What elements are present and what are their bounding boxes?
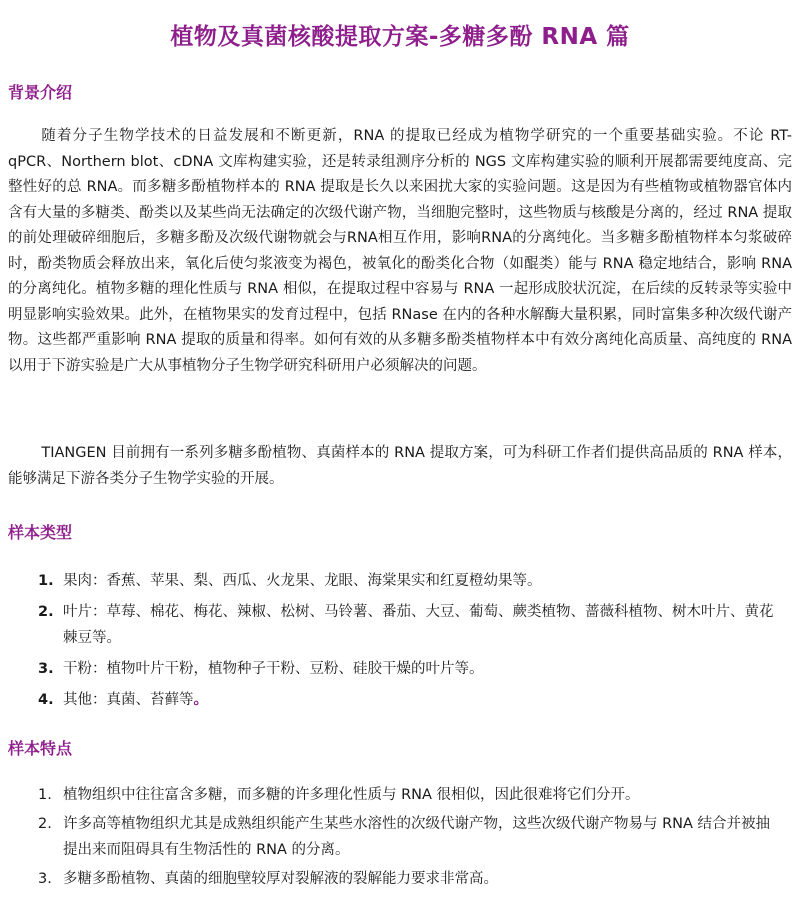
list-number: 2. — [38, 604, 54, 620]
list-text: 许多高等植物组织尤其是成熟组织能产生某些水溶性的次级代谢产物，这些次级代谢产物易与 RNA 结合并被抽提出来而阻碍具有生物活性的 RNA 的分离。 — [63, 816, 771, 858]
list-number: 4. — [38, 692, 54, 708]
list-text: 植物组织中往往富含多糖，而多糖的许多理化性质与 RNA 很相似，因此很难将它们分开。 — [63, 787, 640, 803]
list-number: 3. — [38, 871, 52, 887]
list-number: 1. — [38, 573, 54, 589]
sample-features-heading: 样本特点 — [8, 739, 73, 758]
background-paragraph-1 — [8, 124, 792, 379]
list-item — [38, 656, 778, 682]
list-number: 2. — [38, 816, 52, 832]
list-text: 果肉：香蕉、苹果、梨、西瓜、火龙果、龙眼、海棠果实和红夏橙幼果等。 — [63, 573, 542, 589]
list-item — [38, 599, 778, 651]
sample-types-heading: 样本类型 — [8, 523, 73, 542]
paragraph-text: 随着分子生物学技术的日益发展和不断更新，RNA 的提取已经成为植物学研究的一个重要基础实验。不论 RT-qPCR、Northern blot、cDNA 文库构建实验，还是转录组测序分析的 NGS 文库构建实验的顺利开展都需要纯度高、完整性好的总 RNA。而多糖多酚植物样本的 RNA 提取是长久以来困扰大家的实验问题。这是因为有些植物或植物器官体内含有大量的多糖类、酚类以及某些尚无法确定的次级代谢产物，当细胞完整时，这些物质与核酸是分离的，经过 RNA 提取的前处理破碎细胞后，多糖多酚及次级代谢物就会与RNA相互作用，影响RNA的分离纯化。当多糖多酚植物样本匀浆破碎时，酚类物质会释放出来，氧化后使匀浆液变为褐色，被氧化的酚类化合物（如醌类）能与 RNA 稳定地结合，影响 RNA 的分离纯化。植物多糖的理化性质与 RNA 相似，在提取过程中容易与 RNA 一起形成胶状沉淀，在后续的反转录等实验中明显影响实验效果。此外，在植物果实的发育过程中，包括 RNase 在内的各种水解酶大量积累，同时富集多种次级代谢产物。这些都严重影响 RNA 提取的质量和得率。如何有效的从多糖多酚类植物样本中有效分离纯化高质量、高纯度的 RNA 以用于下游实验是广大从事植物分子生物学研究科研用户必须解决的问题。 — [8, 128, 792, 374]
background-paragraph-2 — [8, 441, 792, 492]
list-text: 叶片：草莓、棉花、梅花、辣椒、松树、马铃薯、番茄、大豆、葡萄、蕨类植物、蔷薇科植物、树木叶片、黄花棘豆等。 — [63, 604, 774, 646]
list-number: 3. — [38, 661, 54, 677]
list-end-mark: 。 — [193, 692, 208, 708]
list-number: 1. — [38, 787, 52, 803]
background-heading: 背景介绍 — [8, 83, 73, 102]
list-text: 干粉：植物叶片干粉，植物种子干粉、豆粉、硅胶干燥的叶片等。 — [63, 661, 484, 677]
list-item — [38, 866, 778, 892]
list-text: 其他：真菌、苔藓等 — [63, 692, 194, 708]
list-item — [38, 811, 778, 863]
list-item — [38, 568, 778, 594]
list-item — [38, 687, 778, 713]
sample-types-list — [38, 568, 778, 718]
sample-features-list — [38, 782, 778, 895]
list-text: 多糖多酚植物、真菌的细胞壁较厚对裂解液的裂解能力要求非常高。 — [63, 871, 498, 887]
document-title: 植物及真菌核酸提取方案-多糖多酚 RNA 篇 — [170, 24, 630, 50]
list-item — [38, 782, 778, 808]
paragraph-text: TIANGEN 目前拥有一系列多糖多酚植物、真菌样本的 RNA 提取方案，可为科研工作者们提供高品质的 RNA 样本，能够满足下游各类分子生物学实验的开展。 — [8, 445, 792, 487]
